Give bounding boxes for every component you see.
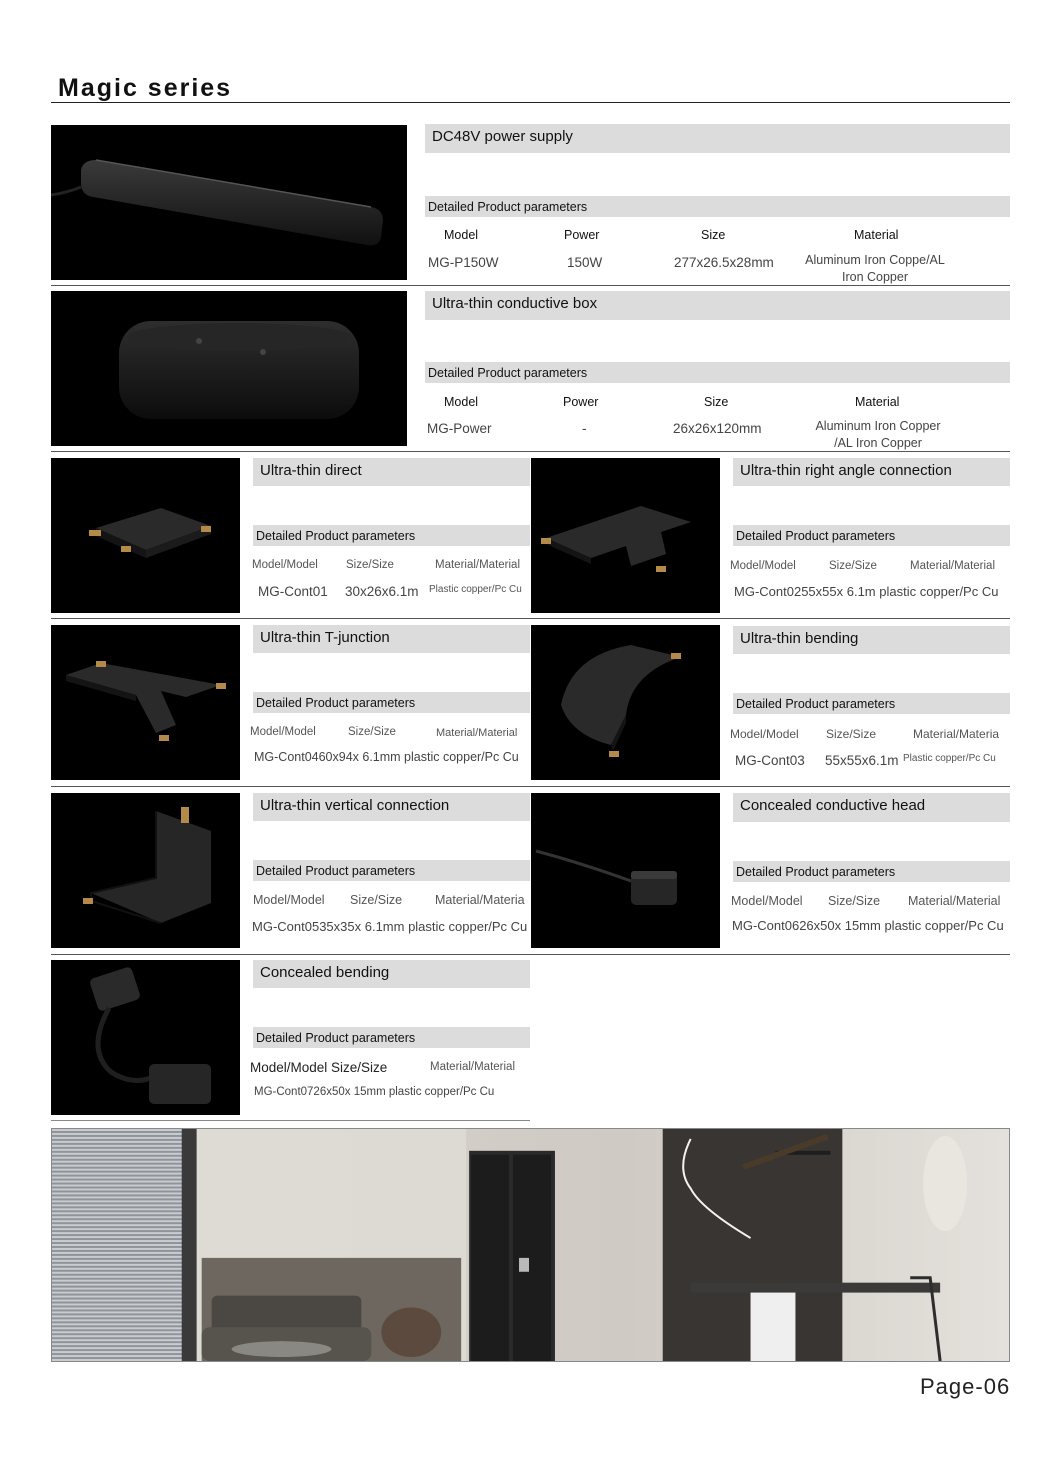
header-size: Size/Size <box>829 560 877 572</box>
interior-scene-photo <box>51 1128 1010 1362</box>
product-name: Concealed bending <box>253 960 530 988</box>
size-value: 26x26x120mm <box>673 421 762 436</box>
header-size: Size <box>701 228 726 242</box>
material-value-line1: Aluminum Iron Coppe/AL <box>805 253 945 267</box>
material-value-line2: Iron Copper <box>841 270 908 284</box>
row-divider <box>51 618 1010 619</box>
row-divider <box>51 1120 530 1121</box>
material-value: Plastic copper/Pc Cu <box>429 584 522 595</box>
header-model: Model/Model <box>252 559 318 571</box>
header-model: Model/Model <box>250 726 316 738</box>
product-name: Ultra-thin T-junction <box>253 625 530 653</box>
params-label: Detailed Product parameters <box>253 1027 530 1048</box>
product-name: DC48V power supply <box>425 124 1010 153</box>
header-material: Material <box>855 395 900 409</box>
material-value-line2: /AL Iron Copper <box>834 436 922 450</box>
material-value: Plastic copper/Pc Cu <box>903 753 996 764</box>
header-size: Size/Size <box>828 894 881 908</box>
header-size: Size/Size <box>350 893 403 907</box>
params-label: Detailed Product parameters <box>253 692 530 713</box>
spec-line: MG-Cont0255x55x 6.1m plastic copper/Pc Cu <box>734 584 999 599</box>
params-label: Detailed Product parameters <box>733 693 1010 714</box>
power-value: 150W <box>567 255 603 270</box>
header-material: Material/Material <box>908 894 1001 908</box>
row-divider <box>51 285 1010 286</box>
product-name: Ultra-thin bending <box>733 626 1010 654</box>
material-value-line1: Aluminum Iron Copper <box>815 419 941 433</box>
spec-line: MG-Cont0535x35x 6.1mm plastic copper/Pc Cu <box>252 919 528 934</box>
header-model: Model/Model <box>253 893 325 907</box>
conductive-box-photo <box>51 291 407 446</box>
header-material: Material/Materia <box>913 727 1000 741</box>
header-material: Material/Materia <box>435 893 525 907</box>
header-power: Power <box>564 228 600 242</box>
header-material: Material/Material <box>430 1061 515 1073</box>
product-name: Ultra-thin vertical connection <box>253 793 530 821</box>
header-material: Material/Material <box>910 560 995 572</box>
row-divider <box>51 954 1010 955</box>
page-title: Magic series <box>58 74 233 102</box>
header-model: Model/Model <box>730 727 799 741</box>
product-name: Ultra-thin right angle connection <box>733 458 1010 486</box>
params-label: Detailed Product parameters <box>425 196 1010 217</box>
params-label: Detailed Product parameters <box>733 861 1010 882</box>
header-material: Material/Material <box>435 559 520 571</box>
header-size: Size/Size <box>348 726 396 738</box>
product-name: Concealed conductive head <box>733 793 1010 822</box>
power-value: - <box>582 421 587 436</box>
model-value: MG-Power <box>427 421 492 436</box>
t-junction-photo <box>51 625 240 780</box>
header-model-size: Model/Model Size/Size <box>250 1060 388 1075</box>
header-size: Size <box>704 395 729 409</box>
conductive-head-photo <box>531 793 720 948</box>
spec-line: MG-Cont0460x94x 6.1mm plastic copper/Pc Cu <box>254 750 519 764</box>
product-name: Ultra-thin direct <box>253 458 530 486</box>
power-supply-photo <box>51 125 407 280</box>
row-divider <box>51 786 1010 787</box>
title-divider <box>51 102 1010 103</box>
product-name: Ultra-thin conductive box <box>425 291 1010 320</box>
concealed-bending-photo <box>51 960 240 1115</box>
bending-connector-photo <box>531 625 720 780</box>
size-value: 30x26x6.1m <box>345 584 419 599</box>
params-label: Detailed Product parameters <box>253 525 530 546</box>
direct-connector-photo <box>51 458 240 613</box>
header-size: Size/Size <box>346 559 394 571</box>
header-material: Material <box>854 228 899 242</box>
params-label: Detailed Product parameters <box>425 362 1010 383</box>
header-model: Model/Model <box>730 560 796 572</box>
header-material: Material/Material <box>436 727 518 739</box>
header-power: Power <box>563 395 599 409</box>
header-model: Model <box>444 228 479 242</box>
header-model: Model <box>444 395 479 409</box>
size-value: 277x26.5x28mm <box>674 255 774 270</box>
params-label: Detailed Product parameters <box>253 860 530 881</box>
model-value: MG-P150W <box>428 255 499 270</box>
size-value: 55x55x6.1m <box>825 753 899 768</box>
header-size: Size/Size <box>826 727 877 741</box>
row-divider <box>51 451 1010 452</box>
spec-line: MG-Cont0726x50x 15mm plastic copper/Pc Cu <box>254 1086 495 1098</box>
right-angle-connector-photo <box>531 458 720 613</box>
model-value: MG-Cont03 <box>735 753 805 768</box>
vertical-connector-photo <box>51 793 240 948</box>
header-model: Model/Model <box>731 894 803 908</box>
spec-line: MG-Cont0626x50x 15mm plastic copper/Pc Cu <box>732 918 1004 933</box>
params-label: Detailed Product parameters <box>733 525 1010 546</box>
page-number: Page-06 <box>920 1374 1011 1399</box>
model-value: MG-Cont01 <box>258 584 328 599</box>
